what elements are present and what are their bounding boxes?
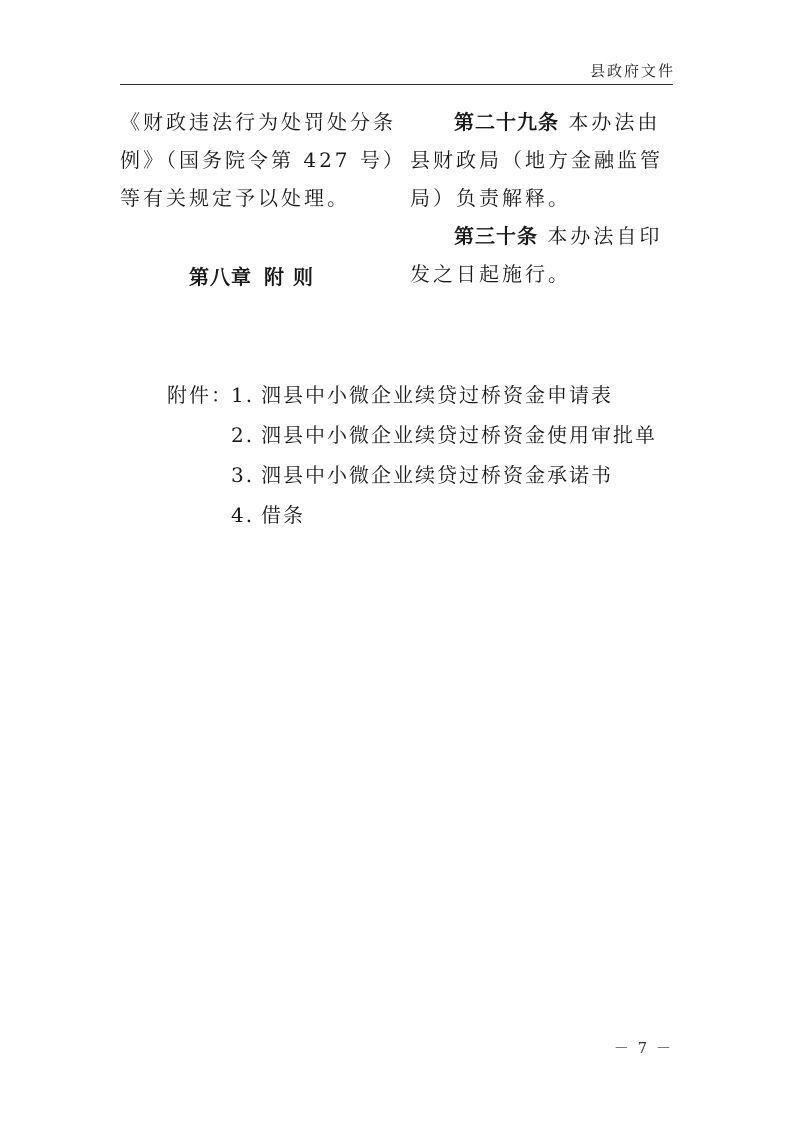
article-29-first-line (410, 103, 675, 141)
attachment-item (167, 495, 657, 535)
attachment-item (167, 415, 657, 455)
body-text-line: 《财政违法行为处罚处分条 (120, 110, 396, 134)
attachments-label: 附件： (167, 383, 233, 407)
attachment-title: 泗县中小微企业续贷过桥资金使用审批单 (261, 423, 657, 447)
attachment-number: 2. (231, 423, 255, 447)
right-column (410, 103, 675, 293)
attachment-title: 泗县中小微企业续贷过桥资金申请表 (261, 383, 613, 407)
chapter-heading (189, 258, 314, 296)
left-column (120, 103, 406, 217)
article-30-label: 第三十条 (454, 224, 538, 248)
body-text-line: 等有关规定予以处理。 (120, 186, 350, 210)
body-text-line: 县财政局（地方金融监管 (410, 148, 663, 172)
page-number: － 7 － (613, 1039, 673, 1057)
attachment-item (167, 375, 657, 415)
header-divider (120, 84, 673, 85)
attachments-list (167, 375, 657, 535)
article-30-first-line (410, 217, 675, 255)
attachment-item (167, 455, 657, 495)
chapter-number: 第八章 (189, 265, 252, 289)
body-text-line: 局）负责解释。 (410, 186, 571, 210)
body-text-line: 发之日起施行。 (410, 262, 571, 286)
attachment-title: 泗县中小微企业续贷过桥资金承诺书 (261, 463, 613, 487)
attachment-number: 3. (231, 463, 255, 487)
article-30-text: 本办法自印 (547, 224, 663, 248)
article-29-text: 本办法由 (568, 110, 661, 134)
header-title: 县政府文件 (589, 62, 675, 80)
attachment-number: 4. (231, 503, 255, 527)
attachment-title: 借条 (261, 503, 305, 527)
body-text-line: 例》（国务院令第 427 号） (120, 148, 406, 172)
article-29-label: 第二十九条 (454, 110, 559, 134)
chapter-title: 附 则 (264, 265, 314, 289)
attachment-number: 1. (231, 383, 255, 407)
